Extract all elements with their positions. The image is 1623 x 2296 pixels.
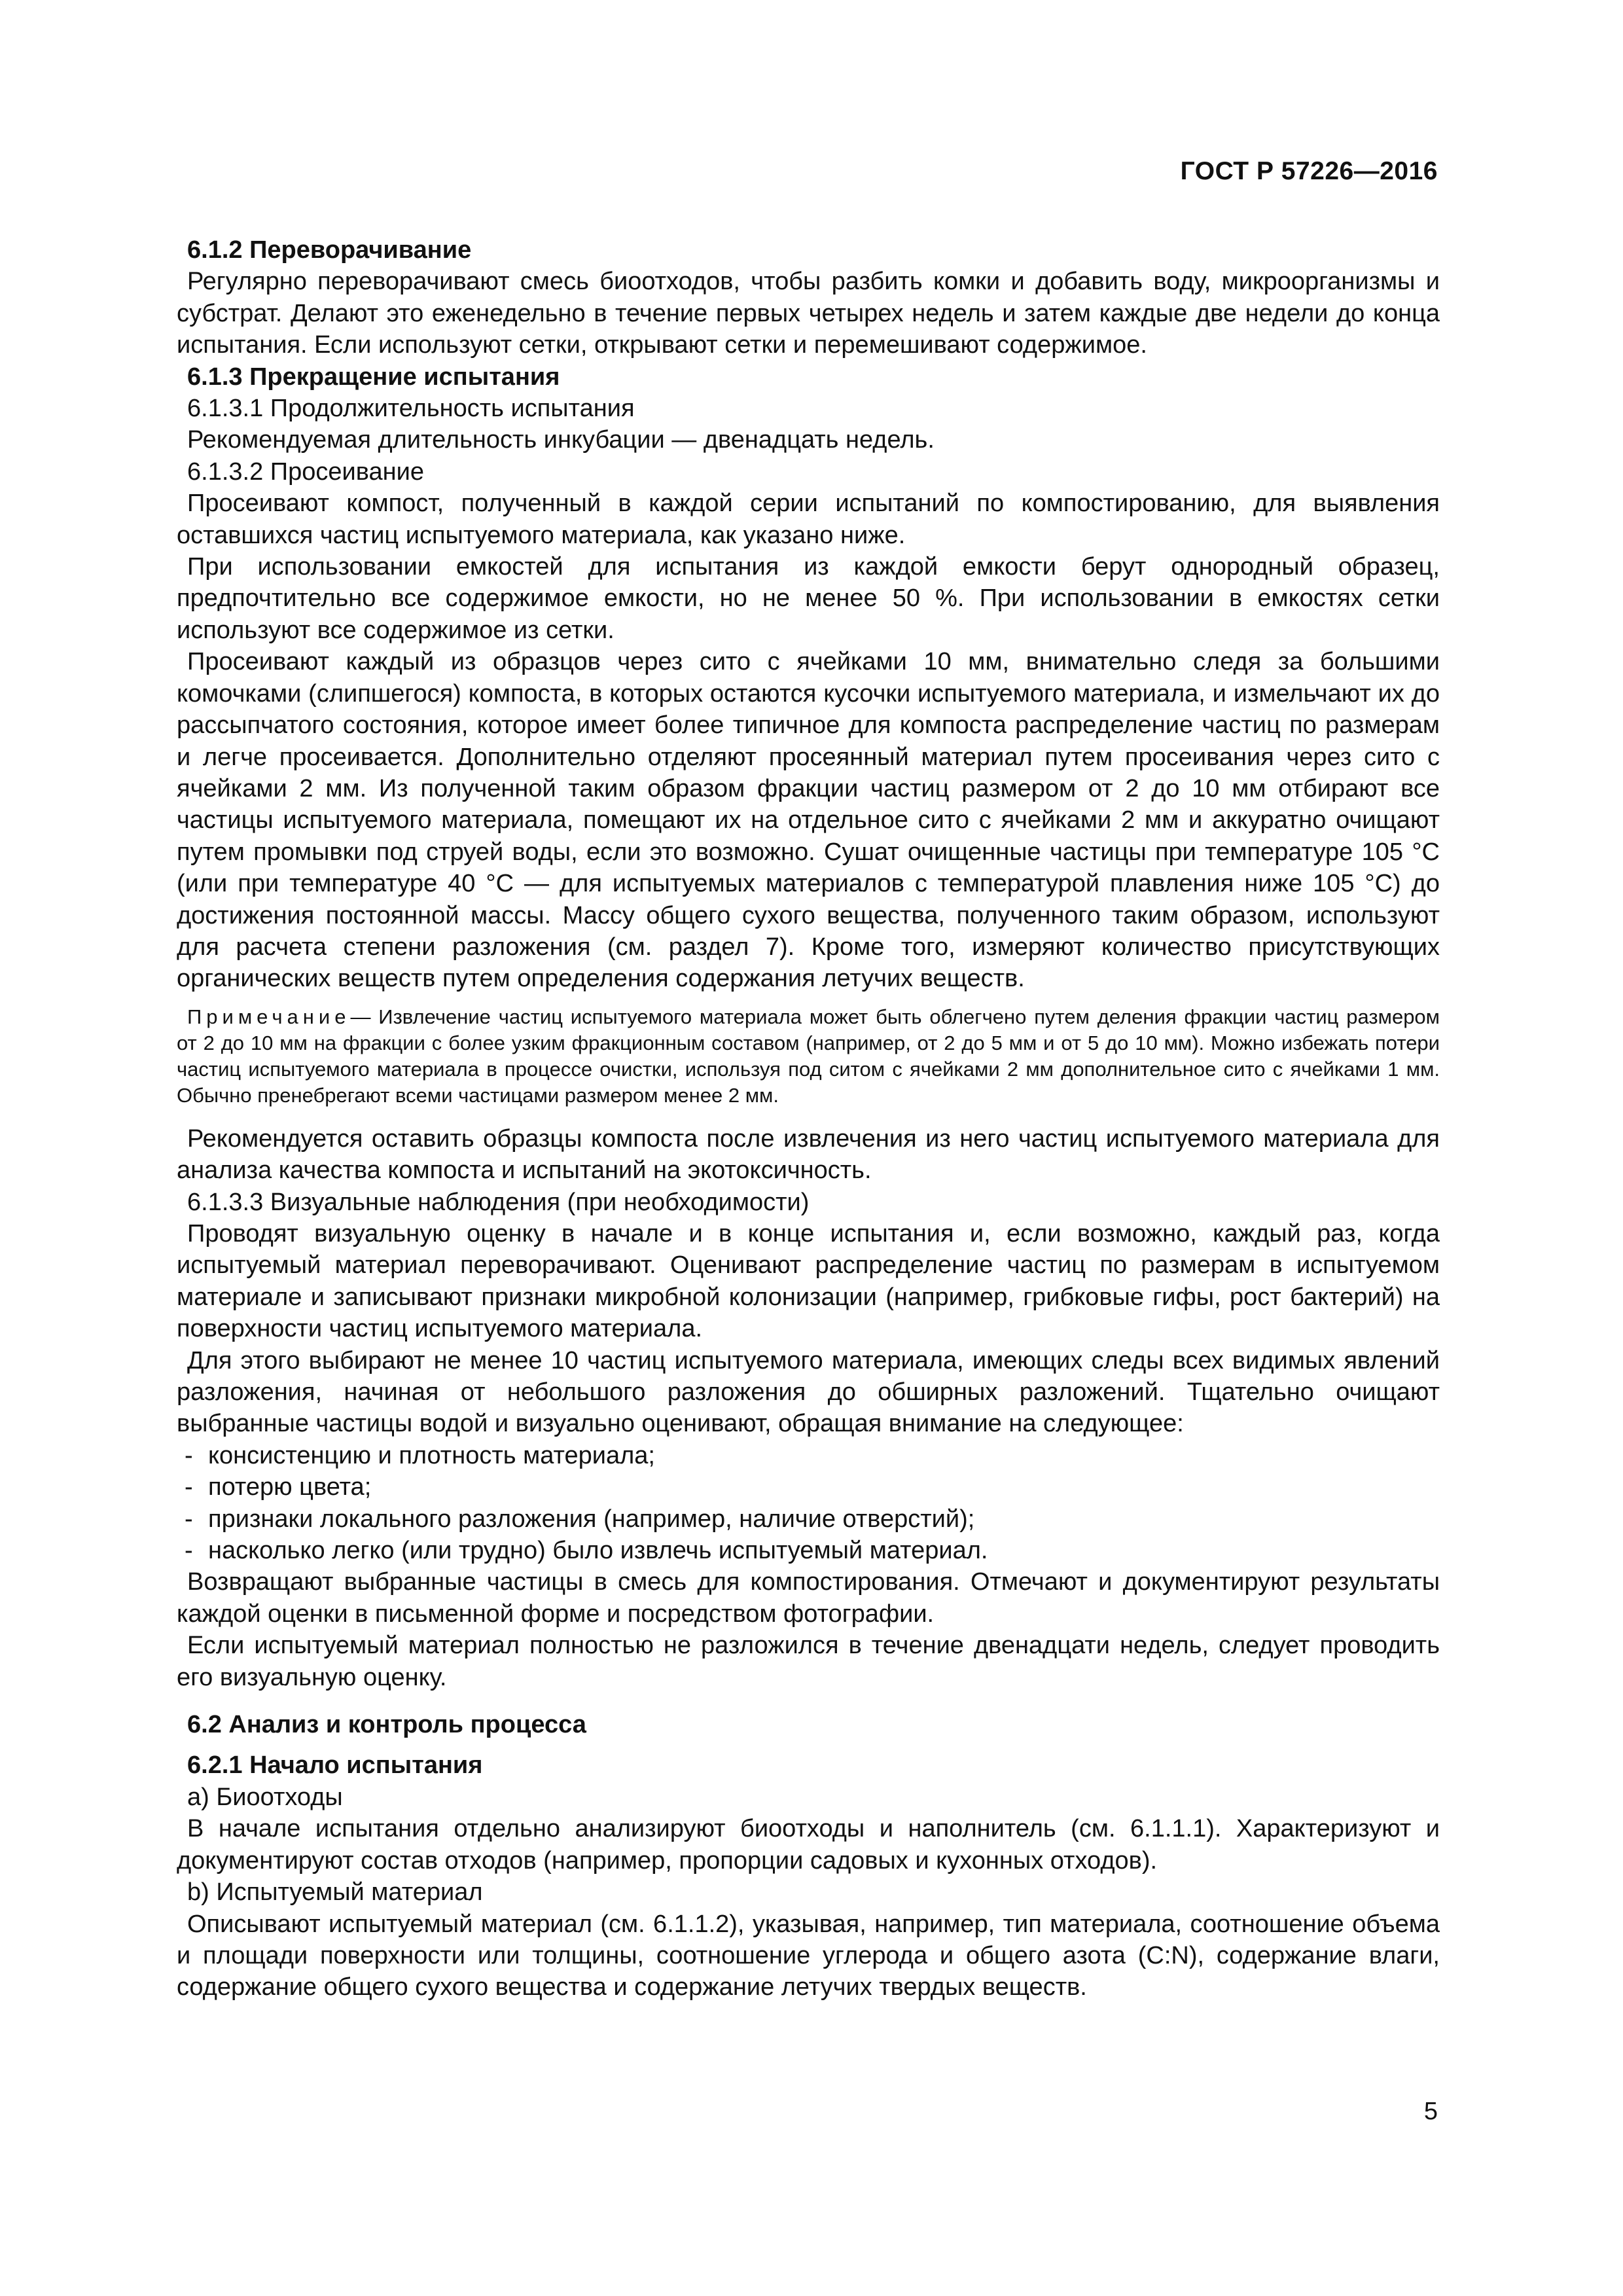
item-title-b: b) Испытуемый материал (187, 1878, 483, 1907)
list-item (177, 1535, 1440, 1566)
list-item (177, 1471, 1440, 1503)
paragraph: Возвращают выбранные частицы в смесь для компостирования. Отмечают и документируют результаты каждой оценки в письменной форме и посредством фотографии. (177, 1568, 1440, 1628)
page-number: 5 (1423, 2098, 1438, 2125)
paragraph: Рекомендуемая длительность инкубации — двенадцать недель. (187, 426, 935, 454)
paragraph: Если испытуемый материал полностью не разложился в течение двенадцати недель, следует проводить его визуальную оценку. (177, 1632, 1440, 1691)
paragraph: Проводят визуальную оценку в начале и в конце испытания и, если возможно, каждый раз, когда испытуемый материал переворачивают. Оценивают распределение частиц по размерам в испытуемом материале и записывают признаки микробной колонизации (например, грибковые гифы, рост бактерий) на поверхности частиц испытуемого материала. (177, 1219, 1440, 1343)
subsection-title-6-1-3-1: 6.1.3.1 Продолжительность испытания (187, 395, 635, 423)
standard-id: ГОСТ Р 57226—2016 (1180, 157, 1438, 185)
paragraph: Описывают испытуемый материал (см. 6.1.1.2), указывая, например, тип материала, соотношение объема и площади поверхности или толщины, соотношение углерода и общего азота (C:N), содержание влаги, содержание общего сухого вещества и содержание летучих твердых веществ. (177, 1910, 1440, 2001)
paragraph: Рекомендуется оставить образцы компоста после извлечения из него частиц испытуемого материала для анализа качества компоста и испытаний на экотоксичность. (177, 1124, 1440, 1185)
paragraph: Регулярно переворачивают смесь биоотходов, чтобы разбить комки и добавить воду, микроорганизмы и субстрат. Делают это еженедельно в течение первых четырех недель и затем каждые две недели до конца испытания. Если используют сетки, открывают сетки и перемешивают содержимое. (177, 268, 1440, 359)
section-heading-6-1-3: 6.1.3 Прекращение испытания (187, 363, 560, 391)
dash-bullet: - (185, 1505, 193, 1533)
list-item (177, 1440, 1440, 1471)
section-heading-6-1-2: 6.1.2 Переворачивание (187, 236, 472, 264)
list-item (177, 1503, 1440, 1535)
paragraph: При использовании емкостей для испытания из каждой емкости берут однородный образец, предпочтительно все содержимое емкости, но не менее 50 %. При использовании в емкостях сетки используют все содержимое из сетки. (177, 553, 1440, 644)
note-label: Примечание (187, 1005, 351, 1028)
paragraph: Для этого выбирают не менее 10 частиц испытуемого материала, имеющих следы всех видимых явлений разложения, начиная от небольшого разложения до обширных разложений. Тщательно очищают выбранные частицы водой и визуально оценивают, обращая внимание на следующее: (177, 1346, 1440, 1438)
note (177, 1004, 1440, 1109)
paragraph: Просеивают каждый из образцов через сито с ячейками 10 мм, внимательно следя за большими комочками (слипшегося) компоста, в которых остаются кусочки испытуемого материала, и измельчают их до рассыпчатого состояния, которое имеет более типичное для компоста распределение частиц по размерам и легче просеивается. Дополнительно отделяют просеянный материал путем просеивания через сито с ячейками 2 мм. Из полученной таким образом фракции частиц размером от 2 до 10 мм отбирают все частицы испытуемого материала, помещают их на отдельное сито с ячейками 2 мм и аккуратно очищают путем промывки под струей воды, если это возможно. Сушат очищенные частицы при температуре 105 °С (или при температуре 40 °С — для испытуемых материалов с температурой плавления ниже 105 °С) до достижения постоянной массы. Массу общего сухого вещества, полученного таким образом, используют для расчета степени разложения (см. раздел 7). Кроме того, измеряют количество присутствующих органических веществ путем определения содержания летучих веществ. (177, 648, 1440, 993)
document-body (177, 234, 1440, 2003)
dash-bullet: - (185, 1537, 193, 1565)
list-item-text: потерю цвета; (208, 1473, 372, 1501)
dash-bullet: - (185, 1473, 193, 1501)
section-heading-6-2: 6.2 Анализ и контроль процесса (187, 1711, 586, 1739)
dash-bullet: - (185, 1441, 193, 1469)
subsection-title-6-1-3-3: 6.1.3.3 Визуальные наблюдения (при необходимости) (187, 1188, 810, 1216)
item-title-a: а) Биоотходы (187, 1783, 343, 1811)
list-item-text: насколько легко (или трудно) было извлечь испытуемый материал. (208, 1537, 988, 1565)
list-item-text: консистенцию и плотность материала; (208, 1441, 655, 1469)
subsection-title-6-1-3-2: 6.1.3.2 Просеивание (187, 457, 424, 486)
paragraph: В начале испытания отдельно анализируют биоотходы и наполнитель (см. 6.1.1.1). Характеризуют и документируют состав отходов (например, пропорции садовых и кухонных отходов). (177, 1815, 1440, 1874)
section-heading-6-2-1: 6.2.1 Начало испытания (187, 1751, 483, 1780)
note-text: — Извлечение частиц испытуемого материала может быть облегчено путем деления фракции частиц размером от 2 до 10 мм на фракции с более узким фракционным составом (например, от 2 до 5 мм и от 5 до 10 мм). Можно избежать потери частиц испытуемого материала в процессе очистки, используя под ситом с ячейками 2 мм дополнительное сито с ячейками 1 мм. Обычно пренебрегают всеми частицами размером менее 2 мм. (177, 1005, 1440, 1107)
paragraph: Просеивают компост, полученный в каждой серии испытаний по компостированию, для выявления оставшихся частиц испытуемого материала, как указано ниже. (177, 490, 1440, 549)
list-item-text: признаки локального разложения (например, наличие отверстий); (208, 1505, 975, 1533)
